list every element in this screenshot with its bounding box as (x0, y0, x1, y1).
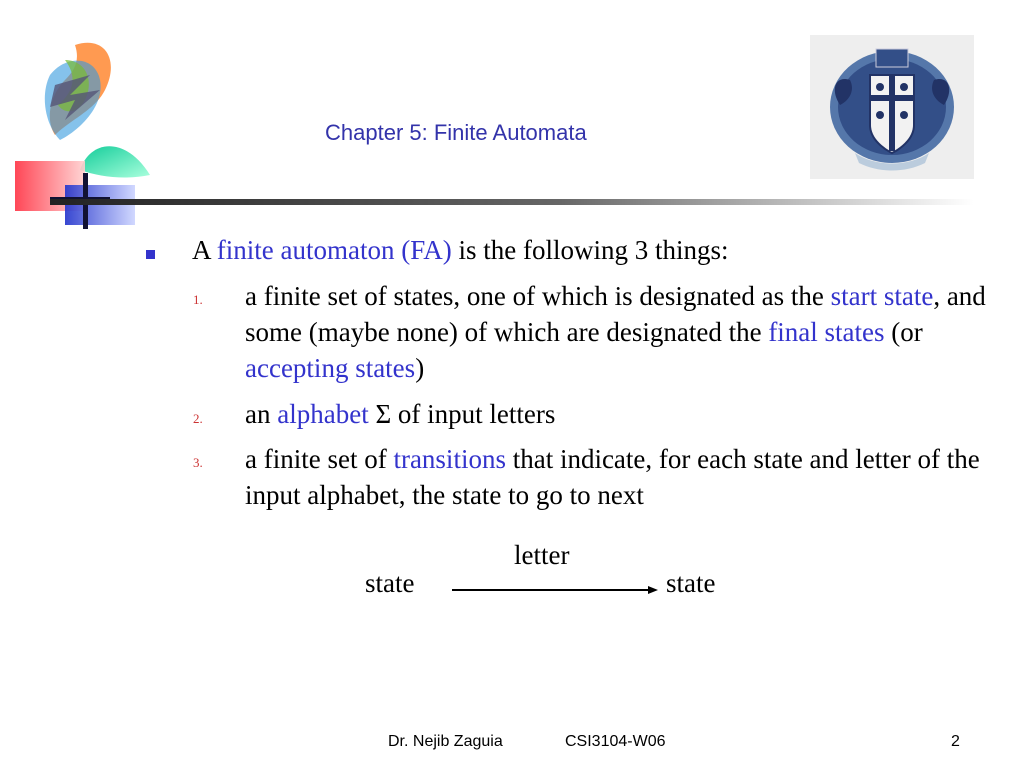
list-number-2: 2. (193, 411, 203, 426)
definition-line (192, 233, 728, 267)
intro-text-before: A (192, 235, 217, 265)
list-number-1: 1. (193, 292, 203, 307)
term-finite-automaton: finite automaton (FA) (216, 235, 452, 265)
diagram-state-to: state (666, 568, 716, 598)
term-final-states: final states (768, 317, 885, 347)
item-text: an (245, 399, 278, 429)
list-item-alphabet (245, 396, 1005, 432)
term-alphabet: alphabet (277, 399, 369, 429)
item-text: (or (884, 317, 923, 347)
intro-text-after: is the following 3 things: (451, 235, 729, 265)
slide-title: Chapter 5: Finite Automata (325, 120, 587, 145)
item-text: , and some (maybe none) of which are designated the (245, 281, 986, 347)
list-item-transitions (245, 441, 1005, 513)
transition-arrow-icon (450, 582, 662, 598)
diagram-label-letter: letter (514, 540, 570, 570)
item-text: Σ of input letters (368, 399, 556, 429)
university-crest-icon (810, 35, 974, 179)
footer-course: CSI3104-W06 (565, 733, 666, 750)
term-transitions: transitions (393, 444, 506, 474)
term-accepting-states: accepting states (245, 353, 416, 383)
diagram-state-from: state (365, 568, 415, 598)
bullet-icon (146, 250, 155, 259)
item-text: ) (415, 353, 425, 383)
title-divider (50, 199, 974, 205)
list-item-states (245, 278, 1005, 386)
footer-author: Dr. Nejib Zaguia (388, 733, 503, 750)
page-number: 2 (951, 733, 960, 750)
decorative-logo (10, 35, 160, 235)
item-text: that indicate, for each state and letter of the input alphabet, the state to go to next (245, 444, 980, 510)
list-number-3: 3. (193, 455, 203, 470)
term-start-state: start state (830, 281, 934, 311)
item-text: a finite set of states, one of which is designated as the (245, 281, 831, 311)
item-text: a finite set of (245, 444, 394, 474)
